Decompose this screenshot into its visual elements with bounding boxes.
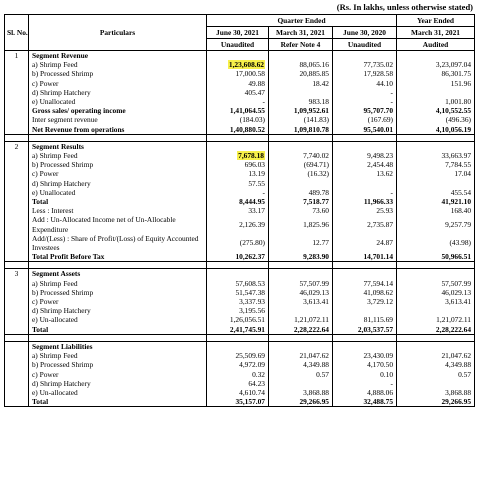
empty-cell — [269, 269, 333, 279]
row-label: a) Shrimp Feed — [29, 279, 207, 288]
value-cell: 14,701.14 — [333, 252, 397, 262]
row-label: b) Processed Shrimp — [29, 360, 207, 369]
value-cell: 151.96 — [397, 79, 475, 88]
value-cell: 12.77 — [269, 234, 333, 252]
value-cell: 1,40,880.52 — [207, 125, 269, 135]
value-cell: - — [333, 188, 397, 197]
sl-cell — [5, 60, 29, 69]
sl-cell — [5, 169, 29, 178]
value-cell: 18.42 — [269, 79, 333, 88]
value-cell: 4,349.88 — [269, 360, 333, 369]
spacer-cell — [397, 334, 475, 341]
value-cell: 46,029.13 — [269, 288, 333, 297]
value-cell — [397, 306, 475, 315]
row-label: b) Processed Shrimp — [29, 69, 207, 78]
spacer-cell — [207, 134, 269, 141]
value-cell: 9,257.79 — [397, 215, 475, 233]
row-label: Gross sales/ operating income — [29, 106, 207, 115]
segment-table — [4, 14, 475, 407]
row-label: Total — [29, 397, 207, 407]
sl-cell — [5, 351, 29, 360]
col4-date-header: March 31, 2021 — [397, 27, 475, 39]
row-label: c) Power — [29, 169, 207, 178]
value-cell: - — [333, 379, 397, 388]
value-cell: 4,10,552.55 — [397, 106, 475, 115]
sl-cell — [5, 252, 29, 262]
section-number: 2 — [5, 141, 29, 151]
value-cell: 8,444.95 — [207, 197, 269, 206]
value-cell: 168.40 — [397, 206, 475, 215]
row-label: d) Shrimp Hatchery — [29, 379, 207, 388]
table-row — [5, 297, 475, 306]
empty-cell — [269, 141, 333, 151]
value-cell: (167.69) — [333, 115, 397, 124]
value-cell: 0.32 — [207, 370, 269, 379]
value-cell: 4,349.88 — [397, 360, 475, 369]
spacer-cell — [207, 334, 269, 341]
value-cell: 49.88 — [207, 79, 269, 88]
value-cell: 86,301.75 — [397, 69, 475, 78]
table-row — [5, 206, 475, 215]
table-row — [5, 325, 475, 335]
value-cell: 489.78 — [269, 188, 333, 197]
table-row — [5, 388, 475, 397]
section-title: Segment Results — [29, 141, 207, 151]
value-cell — [269, 179, 333, 188]
sl-cell — [5, 397, 29, 407]
sl-cell — [5, 106, 29, 115]
value-cell: 13.19 — [207, 169, 269, 178]
sl-no-header: Sl. No. — [5, 15, 29, 51]
spacer-cell — [333, 134, 397, 141]
spacer-cell — [397, 134, 475, 141]
value-cell: 17,928.58 — [333, 69, 397, 78]
value-cell: (275.80) — [207, 234, 269, 252]
value-cell: 3,729.12 — [333, 297, 397, 306]
value-cell: 64.23 — [207, 379, 269, 388]
col1-date-header: June 30, 2021 — [207, 27, 269, 39]
empty-cell — [333, 51, 397, 61]
value-cell — [207, 151, 269, 160]
spacer-cell — [29, 262, 207, 269]
table-row — [5, 115, 475, 124]
value-cell — [397, 88, 475, 97]
value-cell — [269, 379, 333, 388]
value-cell: 7,740.02 — [269, 151, 333, 160]
value-cell: 0.57 — [397, 370, 475, 379]
col2-audit-header: Refer Note 4 — [269, 39, 333, 51]
spacer-cell — [269, 334, 333, 341]
sl-cell — [5, 160, 29, 169]
value-cell: 2,454.48 — [333, 160, 397, 169]
table-row — [5, 279, 475, 288]
row-label: Total — [29, 325, 207, 335]
value-cell — [333, 306, 397, 315]
table-row — [5, 79, 475, 88]
value-cell: 20,885.85 — [269, 69, 333, 78]
row-label: c) Power — [29, 79, 207, 88]
table-row — [5, 351, 475, 360]
value-cell: 3,868.88 — [269, 388, 333, 397]
row-label: e) Un-allocated — [29, 388, 207, 397]
value-cell: 25.93 — [333, 206, 397, 215]
value-cell: 3,195.56 — [207, 306, 269, 315]
value-cell: 88,065.16 — [269, 60, 333, 69]
sl-cell — [5, 215, 29, 233]
empty-cell — [397, 341, 475, 351]
table-row — [5, 106, 475, 115]
value-cell: 29,266.95 — [397, 397, 475, 407]
sl-cell — [5, 379, 29, 388]
value-cell: 3,23,097.04 — [397, 60, 475, 69]
spacer-cell — [397, 262, 475, 269]
value-cell — [207, 60, 269, 69]
sl-cell — [5, 179, 29, 188]
row-label: a) Shrimp Feed — [29, 151, 207, 160]
value-cell: 1,41,064.55 — [207, 106, 269, 115]
table-row — [5, 288, 475, 297]
sl-cell — [5, 279, 29, 288]
value-cell: 7,784.55 — [397, 160, 475, 169]
value-cell: 7,518.77 — [269, 197, 333, 206]
value-cell: 3,613.41 — [269, 297, 333, 306]
table-row — [5, 379, 475, 388]
value-cell: 23,430.09 — [333, 351, 397, 360]
value-cell: 13.62 — [333, 169, 397, 178]
value-cell: 77,735.02 — [333, 60, 397, 69]
table-row — [5, 60, 475, 69]
value-cell: 51,547.38 — [207, 288, 269, 297]
value-cell: 2,735.87 — [333, 215, 397, 233]
highlighted-value: 1,23,608.62 — [228, 60, 264, 70]
sl-cell — [5, 151, 29, 160]
value-cell: 46,029.13 — [397, 288, 475, 297]
value-cell: 57.55 — [207, 179, 269, 188]
value-cell: 1,825.96 — [269, 215, 333, 233]
row-label: e) Unallocated — [29, 188, 207, 197]
value-cell: (184.03) — [207, 115, 269, 124]
value-cell: 4,10,056.19 — [397, 125, 475, 135]
value-cell: 11,966.33 — [333, 197, 397, 206]
value-cell — [333, 179, 397, 188]
value-cell: (16.32) — [269, 169, 333, 178]
value-cell: 33,663.97 — [397, 151, 475, 160]
value-cell: 1,21,072.11 — [397, 315, 475, 324]
empty-cell — [397, 51, 475, 61]
value-cell: 0.57 — [269, 370, 333, 379]
row-label: e) Unallocated — [29, 97, 207, 106]
section-header-row — [5, 141, 475, 151]
empty-cell — [207, 51, 269, 61]
sl-cell — [5, 97, 29, 106]
section-number: 3 — [5, 269, 29, 279]
table-row — [5, 234, 475, 252]
table-row — [5, 370, 475, 379]
value-cell: 33.17 — [207, 206, 269, 215]
table-row — [5, 97, 475, 106]
value-cell: 1,09,952.61 — [269, 106, 333, 115]
value-cell: 44.10 — [333, 79, 397, 88]
value-cell: 455.54 — [397, 188, 475, 197]
spacer-cell — [207, 262, 269, 269]
spacer-cell — [29, 334, 207, 341]
sl-cell — [5, 79, 29, 88]
row-label: Total Profit Before Tax — [29, 252, 207, 262]
value-cell: 77,594.14 — [333, 279, 397, 288]
section-spacer — [5, 262, 475, 269]
value-cell: 9,283.90 — [269, 252, 333, 262]
value-cell: 2,126.39 — [207, 215, 269, 233]
table-row — [5, 160, 475, 169]
row-label: c) Power — [29, 297, 207, 306]
sl-cell — [5, 115, 29, 124]
empty-cell — [207, 141, 269, 151]
value-cell: 95,540.01 — [333, 125, 397, 135]
col4-audit-header: Audited — [397, 39, 475, 51]
value-cell: 2,28,222.64 — [397, 325, 475, 335]
quarter-ended-header: Quarter Ended — [207, 15, 397, 27]
row-label: Less : Interest — [29, 206, 207, 215]
col2-date-header: March 31, 2021 — [269, 27, 333, 39]
value-cell: 2,28,222.64 — [269, 325, 333, 335]
row-label: e) Un-allocated — [29, 315, 207, 324]
section-header-row — [5, 269, 475, 279]
value-cell: 983.18 — [269, 97, 333, 106]
value-cell: 3,613.41 — [397, 297, 475, 306]
spacer-cell — [333, 334, 397, 341]
spacer-cell — [5, 334, 29, 341]
value-cell: 24.87 — [333, 234, 397, 252]
value-cell: 405.47 — [207, 88, 269, 97]
empty-cell — [207, 341, 269, 351]
value-cell: 50,966.51 — [397, 252, 475, 262]
spacer-cell — [5, 134, 29, 141]
value-cell: 17,000.58 — [207, 69, 269, 78]
spacer-cell — [29, 134, 207, 141]
section-number — [5, 341, 29, 351]
value-cell: 73.60 — [269, 206, 333, 215]
value-cell: 41,921.10 — [397, 197, 475, 206]
sl-cell — [5, 388, 29, 397]
value-cell: 41,098.62 — [333, 288, 397, 297]
sl-cell — [5, 360, 29, 369]
row-label: Add : Un-Allocated Income net of Un-Allocable Expenditure — [29, 215, 207, 233]
table-row — [5, 397, 475, 407]
section-title: Segment Liabilities — [29, 341, 207, 351]
empty-cell — [333, 141, 397, 151]
value-cell: (694.71) — [269, 160, 333, 169]
table-row — [5, 360, 475, 369]
value-cell — [269, 306, 333, 315]
value-cell: 57,608.53 — [207, 279, 269, 288]
col3-date-header: June 30, 2020 — [333, 27, 397, 39]
year-ended-header: Year Ended — [397, 15, 475, 27]
row-label: d) Shrimp Hatchery — [29, 179, 207, 188]
value-cell: (496.36) — [397, 115, 475, 124]
table-row — [5, 169, 475, 178]
empty-cell — [333, 269, 397, 279]
value-cell: 57,507.99 — [397, 279, 475, 288]
table-row — [5, 151, 475, 160]
spacer-cell — [269, 134, 333, 141]
sl-cell — [5, 234, 29, 252]
value-cell: 2,03,537.57 — [333, 325, 397, 335]
table-row — [5, 252, 475, 262]
value-cell: 32,488.75 — [333, 397, 397, 407]
sl-cell — [5, 325, 29, 335]
empty-cell — [397, 269, 475, 279]
value-cell: 696.03 — [207, 160, 269, 169]
sl-cell — [5, 288, 29, 297]
section-title: Segment Assets — [29, 269, 207, 279]
value-cell: 21,047.62 — [269, 351, 333, 360]
empty-cell — [397, 141, 475, 151]
sl-cell — [5, 315, 29, 324]
empty-cell — [269, 51, 333, 61]
sl-cell — [5, 297, 29, 306]
table-row — [5, 188, 475, 197]
value-cell: 4,610.74 — [207, 388, 269, 397]
row-label: c) Power — [29, 370, 207, 379]
value-cell: 95,707.70 — [333, 106, 397, 115]
table-row — [5, 306, 475, 315]
sl-cell — [5, 206, 29, 215]
section-title: Segment Revenue — [29, 51, 207, 61]
value-cell: - — [333, 97, 397, 106]
table-row — [5, 88, 475, 97]
spacer-cell — [5, 262, 29, 269]
value-cell — [269, 88, 333, 97]
spacer-cell — [269, 262, 333, 269]
value-cell: 17.04 — [397, 169, 475, 178]
row-label: Add/(Less) : Share of Profit/(Loss) of Equity Accounted Investees — [29, 234, 207, 252]
row-label: Inter segment revenue — [29, 115, 207, 124]
empty-cell — [269, 341, 333, 351]
value-cell: 4,972.09 — [207, 360, 269, 369]
value-cell: 4,170.50 — [333, 360, 397, 369]
row-label: a) Shrimp Feed — [29, 351, 207, 360]
sl-cell — [5, 188, 29, 197]
empty-cell — [333, 341, 397, 351]
value-cell: 9,498.23 — [333, 151, 397, 160]
row-label: Net Revenue from operations — [29, 125, 207, 135]
col1-audit-header: Unaudited — [207, 39, 269, 51]
value-cell: 0.10 — [333, 370, 397, 379]
table-row — [5, 197, 475, 206]
value-cell: 35,157.07 — [207, 397, 269, 407]
highlighted-value: 7,678.18 — [238, 151, 264, 161]
value-cell — [397, 379, 475, 388]
value-cell: 3,337.93 — [207, 297, 269, 306]
units-note: (Rs. In lakhs, unless otherwise stated) — [336, 2, 473, 12]
section-header-row — [5, 51, 475, 61]
value-cell: (141.83) — [269, 115, 333, 124]
value-cell: 81,115.69 — [333, 315, 397, 324]
value-cell: 4,888.06 — [333, 388, 397, 397]
value-cell: - — [333, 88, 397, 97]
value-cell: 1,21,072.11 — [269, 315, 333, 324]
section-header-row — [5, 341, 475, 351]
value-cell: - — [207, 188, 269, 197]
row-label: Total — [29, 197, 207, 206]
value-cell: 10,262.37 — [207, 252, 269, 262]
value-cell — [397, 179, 475, 188]
col3-audit-header: Unaudited — [333, 39, 397, 51]
sl-cell — [5, 69, 29, 78]
table-row — [5, 315, 475, 324]
value-cell: 1,001.80 — [397, 97, 475, 106]
table-row — [5, 69, 475, 78]
row-label: b) Processed Shrimp — [29, 160, 207, 169]
value-cell: 29,266.95 — [269, 397, 333, 407]
value-cell: 3,868.88 — [397, 388, 475, 397]
value-cell: 25,509.69 — [207, 351, 269, 360]
row-label: d) Shrimp Hatchery — [29, 88, 207, 97]
row-label: b) Processed Shrimp — [29, 288, 207, 297]
value-cell: (43.98) — [397, 234, 475, 252]
sl-cell — [5, 197, 29, 206]
table-row — [5, 179, 475, 188]
spacer-cell — [333, 262, 397, 269]
section-number: 1 — [5, 51, 29, 61]
section-spacer — [5, 334, 475, 341]
row-label: d) Shrimp Hatchery — [29, 306, 207, 315]
sl-cell — [5, 125, 29, 135]
row-label: a) Shrimp Feed — [29, 60, 207, 69]
particulars-header: Particulars — [29, 15, 207, 51]
sl-cell — [5, 88, 29, 97]
section-spacer — [5, 134, 475, 141]
value-cell: 21,047.62 — [397, 351, 475, 360]
table-body — [5, 51, 475, 407]
sl-cell — [5, 370, 29, 379]
value-cell: 1,26,056.51 — [207, 315, 269, 324]
value-cell: - — [207, 97, 269, 106]
value-cell: 57,507.99 — [269, 279, 333, 288]
table-row — [5, 125, 475, 135]
sl-cell — [5, 306, 29, 315]
value-cell: 2,41,745.91 — [207, 325, 269, 335]
empty-cell — [207, 269, 269, 279]
table-row — [5, 215, 475, 233]
value-cell: 1,09,810.78 — [269, 125, 333, 135]
